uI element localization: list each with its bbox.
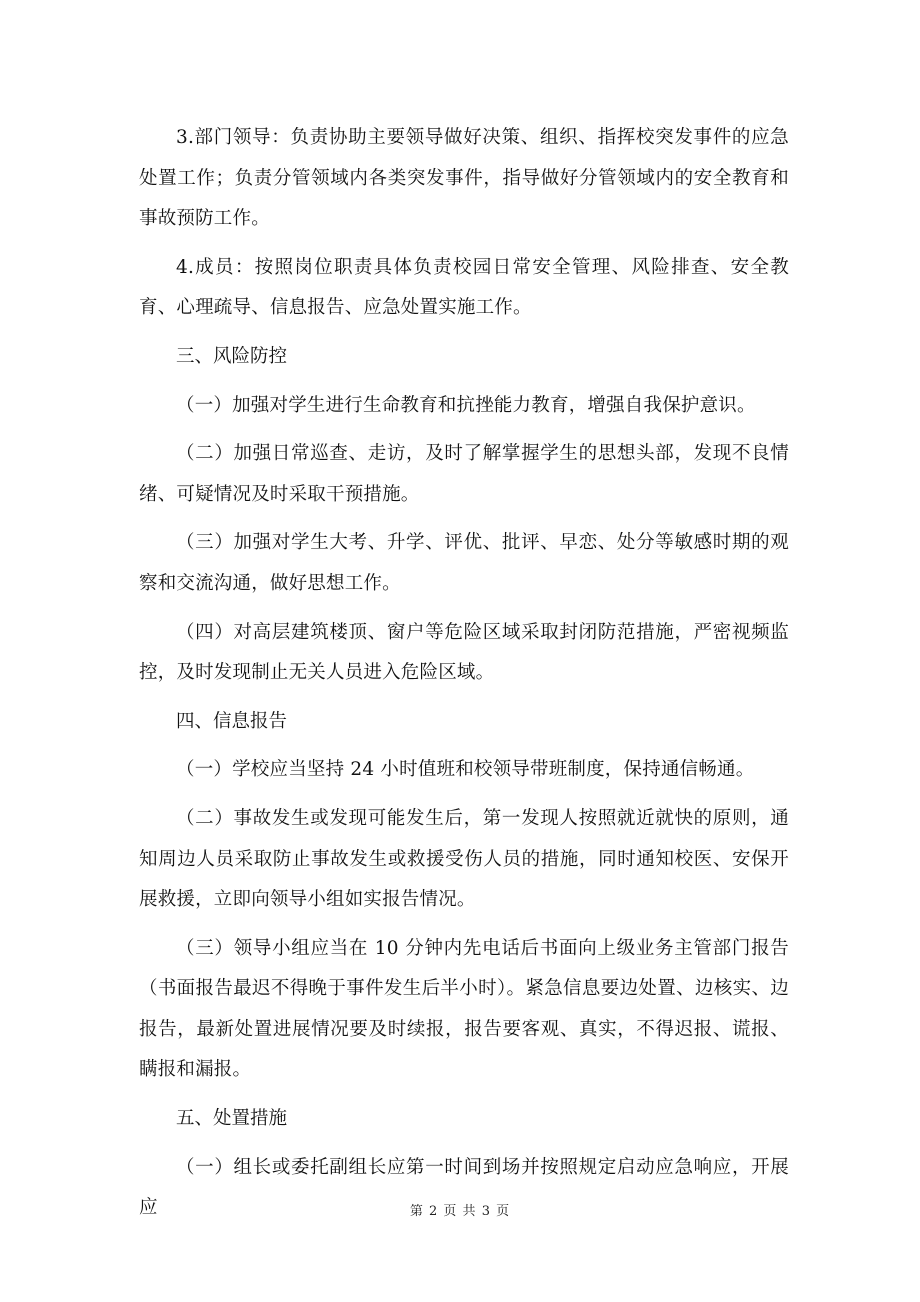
section-heading-info-report: 四、信息报告 [176, 710, 288, 732]
page-number-footer: 第 2 页 共 3 页 [409, 1204, 511, 1219]
section-heading-risk-control: 三、风险防控 [176, 345, 288, 367]
paragraph-risk-4: （四）对高层建筑楼顶、窗户等危险区域采取封闭防范措施，严密视频监控，及时发现制止无关人员进入危险区域。 [139, 621, 789, 684]
paragraph-report-1: （一）学校应当坚持 24 小时值班和校领导带班制度，保持通信畅通。 [176, 759, 755, 781]
paragraph-risk-2: （二）加强日常巡查、走访，及时了解掌握学生的思想头部，发现不良情绪、可疑情况及时采取干预措施。 [139, 443, 789, 505]
paragraph-report-3: （三）领导小组应当在 10 分钟内先电话后书面向上级业务主管部门报告（书面报告最迟不得晚于事件发生后半小时）。紧急信息要边处置、边核实、边报告，最新处置进展情况要及时续报，报告要客观、真实，不得迟报、谎报、瞒报和漏报。 [139, 937, 789, 1081]
paragraph-risk-1: （一）加强对学生进行生命教育和抗挫能力教育，增强自我保护意识。 [176, 394, 756, 416]
paragraph-dept-leaders: 3.部门领导：负责协助主要领导做好决策、组织、指挥校突发事件的应急处置工作；负责分管领域内各类突发事件，指导做好分管领域内的安全教育和事故预防工作。 [139, 127, 789, 230]
section-heading-measures: 五、处置措施 [176, 1108, 288, 1130]
document-body [139, 118, 789, 1237]
paragraph-measures-1: （一）组长或委托副组长应第一时间到场并按照规定启动应急响应，开展应 [139, 1156, 789, 1219]
paragraph-members: 4.成员：按照岗位职责具体负责校园日常安全管理、风险排查、安全教育、心理疏导、信息报告、应急处置实施工作。 [139, 256, 789, 319]
paragraph-report-2: （二）事故发生或发现可能发生后，第一发现人按照就近就快的原则，通知周边人员采取防止事故发生或救援受伤人员的措施，同时通知校医、安保开展救援，立即向领导小组如实报告情况。 [139, 807, 789, 911]
paragraph-risk-3: （三）加强对学生大考、升学、评优、批评、早恋、处分等敏感时期的观察和交流沟通，做好思想工作。 [139, 532, 789, 594]
